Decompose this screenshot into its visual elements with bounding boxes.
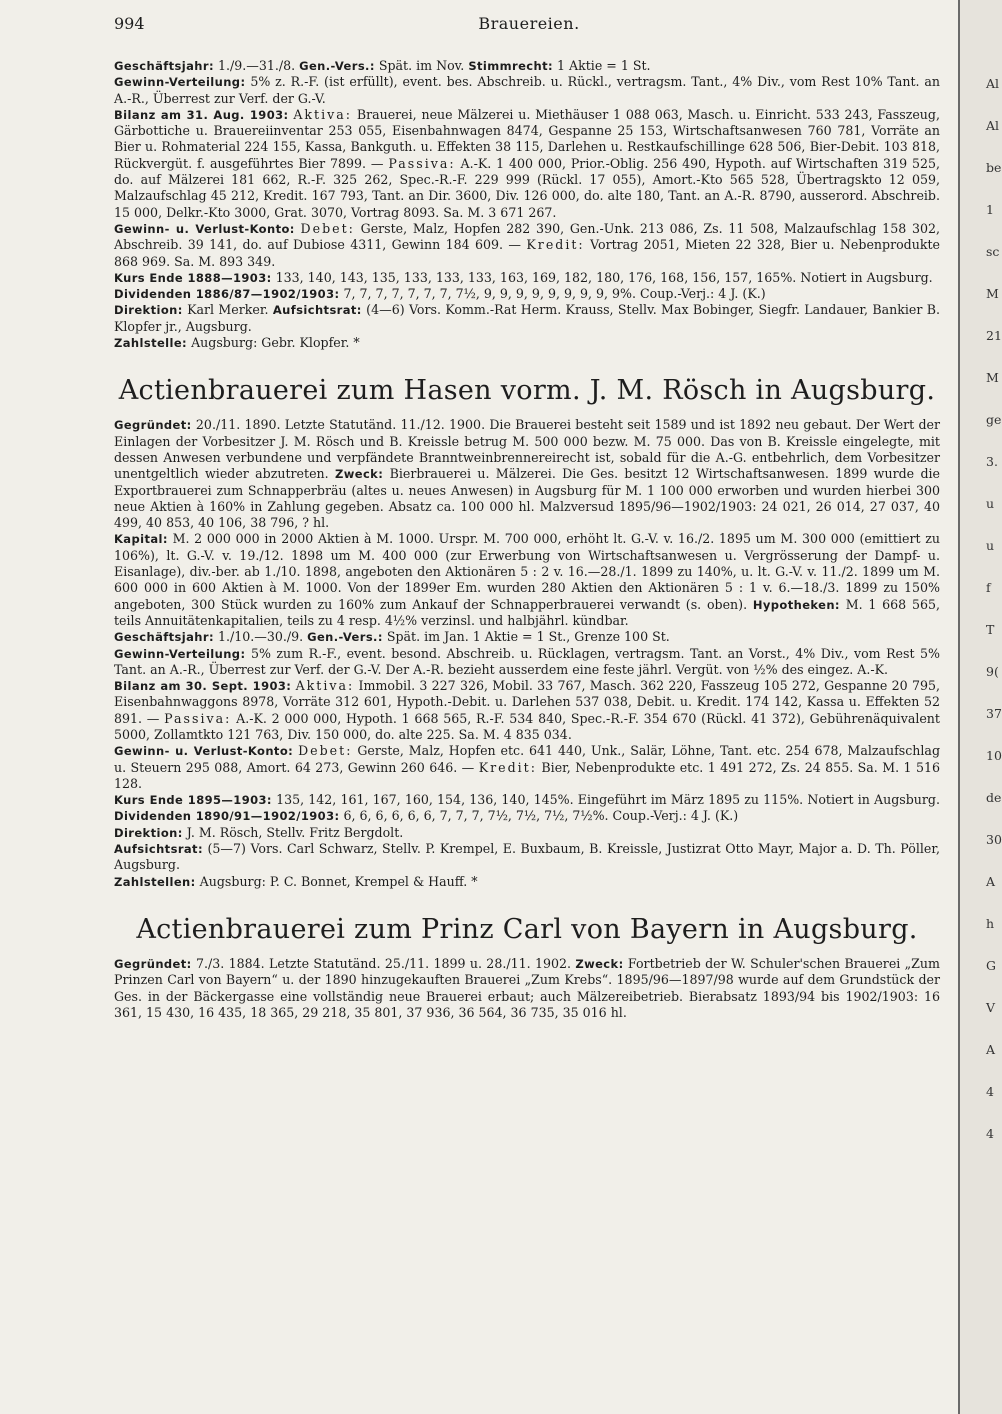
spaced-label: Passiva: xyxy=(388,155,456,171)
field-text: Spät. im Jan. 1 Aktie = 1 St., Grenze 100 St. xyxy=(386,629,670,645)
field-text: 1./10.—30./9. xyxy=(217,629,308,645)
spaced-label: Kredit: xyxy=(526,237,585,253)
field-text: 1 Aktie = 1 St. xyxy=(557,58,651,73)
field-heading: Bilanz am 30. Sept. 1903: xyxy=(114,679,292,694)
field-text: Gerste, Malz, Hopfen etc. 641 440, Unk., Salär, Löhne, Tant. etc. 254 678, Malzaufschlag u. Steuern 295 088, Amort. 64 273, Gewinn 260 646. — xyxy=(114,743,941,775)
field-heading: Zahlstellen: xyxy=(114,874,196,889)
field-heading: Gewinn-Verteilung: xyxy=(114,646,246,661)
adjacent-page-edge xyxy=(958,0,1002,1414)
edge-fragment: A xyxy=(986,874,996,889)
paragraph xyxy=(114,417,940,531)
field-heading: Aufsichtsrat: xyxy=(272,303,362,318)
spaced-label: Aktiva: xyxy=(293,106,353,122)
paragraph xyxy=(114,531,940,629)
field-text: A.-K. 2 000 000, Hypoth. 1 668 565, R.-F. 534 840, Spec.-R.-F. 354 670 (Rückl. 41 372), Gebührenäquivalent 5000, Zollamtkto 121 763, Div. 150 000, do. alte 225. Sa. M. 4 835 034. xyxy=(114,710,940,742)
spaced-label: Debet: xyxy=(300,220,355,236)
spaced-label: Aktiva: xyxy=(295,678,355,694)
edge-fragment: h xyxy=(986,916,995,931)
field-heading: Gen.-Vers.: xyxy=(307,630,383,645)
field-text: Augsburg: P. C. Bonnet, Krempel & Hauff. * xyxy=(199,873,478,889)
field-text: Bierbrauerei u. Mälzerei. Die Ges. besitzt 12 Wirtschaftsanwesen. 1899 wurde die Exportbrauerei zum Schnapperbräu (altes u. neues Anwesen) in Augsburg für M. 1 100 000 erworben und wurden hierbei 300 neue Aktien à 160% in Zahlung gegeben. Absatz ca. 100 000 hl. Malzversud 1895/96—1902/1903: 24 021, 26 014, 27 037, 40 499, 40 853, 40 106, 38 796, ? hl. xyxy=(114,466,940,531)
paragraph xyxy=(114,841,940,874)
edge-fragment: Al xyxy=(986,76,1000,91)
field-text: Bier, Nebenprodukte etc. 1 491 272, Zs. 24 855. Sa. M. 1 516 128. xyxy=(114,759,940,791)
entry-previous-brewery xyxy=(114,58,940,351)
field-text: 6, 6, 6, 6, 6, 6, 7, 7, 7, 7½, 7½, 7½, 7½%. Coup.-Verj.: 4 J. (K.) xyxy=(343,808,739,824)
field-text: (5—7) Vors. Carl Schwarz, Stellv. P. Krempel, E. Buxbaum, B. Kreissle, Justizrat Otto Mayr, Major a. D. Th. Pöller, Augsburg. xyxy=(114,841,940,873)
edge-fragment: sc xyxy=(986,244,1000,259)
paragraph xyxy=(114,286,940,302)
field-heading: Kurs Ende 1888—1903: xyxy=(114,270,272,285)
edge-fragment: 30 xyxy=(986,832,1002,847)
paragraph xyxy=(114,678,940,743)
edge-fragment: 37 xyxy=(986,706,1002,721)
edge-fragment: de xyxy=(986,790,1002,805)
edge-fragment: M xyxy=(986,286,999,301)
field-text: Fortbetrieb der W. Schuler'schen Brauerei „Zum Prinzen Carl von Bayern“ u. der 1890 hinzugekauften Brauerei „Zum Krebs“. 1895/96—1897/98 wurde auf dem Grundstück der Ges. in der Bäckergasse eine vollständig neue Brauerei erbaut; auch Mälzereibetrieb. Bierabsatz 1893/94 bis 1902/1903: 16 361, 15 430, 16 435, 18 365, 29 218, 35 801, 37 936, 36 564, 36 735, 35 016 hl. xyxy=(114,955,940,1020)
paragraph xyxy=(114,956,940,1021)
field-text: Karl Merker. xyxy=(187,302,273,318)
field-text: Brauerei, neue Mälzerei u. Miethäuser 1 088 063, Masch. u. Einricht. 533 243, Fasszeug, Gärbottiche u. Brauereiinventar 253 055, Eisenbahnwagen 8474, Gespanne 25 153, Wirtschaftsanwesen 760 781, Vorräte an Bier u. Rohmaterial 224 155, Kassa, Bankguth. u. Effekten 38 115, Darlehen u. Restkaufschillinge 628 506, Bier-Debit. 103 818, Rückvergüt. f. ausgeführtes Bier 7899. — xyxy=(114,106,940,171)
field-heading: Gewinn- u. Verlust-Konto: xyxy=(114,744,294,759)
field-heading: Kapital: xyxy=(114,532,168,547)
field-text: (4—6) Vors. Komm.-Rat Herm. Krauss, Stellv. Max Bobinger, Siegfr. Landauer, Bankier B. Klopfer jr., Augsburg. xyxy=(114,302,940,334)
edge-fragment: be xyxy=(986,160,1002,175)
edge-fragment: 9( xyxy=(986,664,999,679)
spaced-label: Kredit: xyxy=(478,759,537,775)
edge-fragment: 4 xyxy=(986,1084,994,1099)
edge-fragment: ge xyxy=(986,412,1002,427)
paragraph xyxy=(114,302,940,335)
field-text: J. M. Rösch, Stellv. Fritz Bergdolt. xyxy=(186,824,404,840)
edge-fragment: G xyxy=(986,958,996,973)
running-title: Brauereien. xyxy=(478,14,580,33)
entry-hasen-brewery xyxy=(114,417,940,890)
field-text: 5% zum R.-F., event. besond. Abschreib. u. Rücklagen, vertragsm. Tant. an Vorst., 4% Div., vom Rest 5% Tant. an A.-R., Überrest zur Verf. der G.-V. Der A.-R. bezieht ausserdem eine feste jährl. Vergüt. von ½% des eingez. A.-K. xyxy=(114,645,940,677)
text-column xyxy=(114,58,940,1021)
edge-fragment: 3. xyxy=(986,454,998,469)
field-heading: Direktion: xyxy=(114,303,183,318)
paragraph xyxy=(114,107,940,221)
field-text: A.-K. 1 400 000, Prior.-Oblig. 256 490, Hypoth. auf Wirtschaften 319 525, do. auf Mälzerei 181 662, R.-F. 325 262, Spec.-R.-F. 229 999 (Rückl. 17 055), Amort.-Kto 565 528, Übertragskto 12 059, Malzaufschlag 45 212, Kredit. 167 793, Tant. an Dir. 3600, Div. 126 000, do. alte 180, Tant. an A.-R. 8790, ausserord. Abschreib. 15 000, Delkr.-Kto 3000, Grat. 3070, Vortrag 8093. Sa. M. 3 671 267. xyxy=(114,155,940,220)
paragraph xyxy=(114,221,940,270)
field-heading: Dividenden 1890/91—1902/1903: xyxy=(114,809,340,824)
field-text: 7./3. 1884. Letzte Statutänd. 25./11. 1899 u. 28./11. 1902. xyxy=(196,955,576,971)
field-text: Spät. im Nov. xyxy=(378,58,469,73)
field-heading: Gen.-Vers.: xyxy=(299,59,375,73)
entry-prinz-carl-brewery xyxy=(114,956,940,1021)
field-heading: Geschäftsjahr: xyxy=(114,59,214,73)
field-text: 1./9.—31./8. xyxy=(217,58,300,73)
paragraph xyxy=(114,74,940,107)
field-heading: Dividenden 1886/87—1902/1903: xyxy=(114,287,340,302)
paragraph xyxy=(114,874,940,890)
field-heading: Gegründet: xyxy=(114,956,192,971)
field-text: 20./11. 1890. Letzte Statutänd. 11./12. 1900. Die Brauerei besteht seit 1589 und ist 1892 neu gebaut. Der Wert der Einlagen der Vorbesitzer J. M. Rösch und B. Kreissle betrug M. 500 000 bezw. M. 75 000. Das von B. Kreissle eingelegte, mit dessen Anwesen verbundene und verpfändete Branntweinbrennereirecht ist, sobald für die A.-G. entbehrlich, dem Vorbesitzer unentgeltlich wieder abzutreten. xyxy=(114,417,940,482)
field-heading: Geschäftsjahr: xyxy=(114,630,214,645)
field-heading: Zweck: xyxy=(575,956,624,971)
section-title-hasen: Actienbrauerei zum Hasen vorm. J. M. Rösch in Augsburg. xyxy=(118,375,936,407)
field-heading: Gewinn- u. Verlust-Konto: xyxy=(114,221,295,236)
edge-fragment: Al xyxy=(986,118,1000,133)
field-heading: Aufsichtsrat: xyxy=(114,842,203,857)
edge-fragment: u xyxy=(986,496,995,511)
edge-fragment: M xyxy=(986,370,999,385)
paragraph xyxy=(114,629,940,645)
field-text: Immobil. 3 227 326, Mobil. 33 767, Masch. 362 220, Fasszeug 105 272, Gespanne 20 795, Eisenbahnwaggons 8978, Vorräte 312 601, Hypoth.-Debit. u. Darlehen 537 038, Debit. u. Kredit. 174 142, Kassa u. Effekten 52 891. — xyxy=(114,678,940,726)
field-text: 7, 7, 7, 7, 7, 7, 7, 7½, 9, 9, 9, 9, 9, 9, 9, 9, 9%. Coup.-Verj.: 4 J. (K.) xyxy=(343,286,766,302)
field-text: Gerste, Malz, Hopfen 282 390, Gen.-Unk. 213 086, Zs. 11 508, Malzaufschlag 158 302, Abschreib. 39 141, do. auf Dubiose 4311, Gewinn 184 609. — xyxy=(114,220,940,253)
edge-fragment: 21 xyxy=(986,328,1002,343)
field-text: Vortrag 2051, Mieten 22 328, Bier u. Nebenprodukte 868 969. Sa. M. 893 349. xyxy=(114,237,940,269)
section-title-prinz-carl: Actienbrauerei zum Prinz Carl von Bayern in Augsburg. xyxy=(136,913,918,945)
field-text: M. 2 000 000 in 2000 Aktien à M. 1000. Urspr. M. 700 000, erhöht lt. G.-V. v. 16./2. 1895 um M. 300 000 (emittiert zu 106%), lt. G.-V. v. 19./12. 1898 um M. 400 000 (zur Erwerbung von Wirtschaftsanwesen u. Vergrösserung der Dampf- u. Eisanlage), div.-ber. ab 1./10. 1898, angeboten den Aktionären 5 : 2 v. 16.—28./1. 1899 zu 140%, u. lt. G.-V. v. 11./2. 1899 um M. 600 000 in 600 Aktien à M. 1000. Von der 1899er Em. wurden 280 Aktien den Aktionären 5 : 1 v. 6.—18./3. 1899 zu 150% angeboten, 300 Stück wurden zu 160% zum Ankauf der Schnapperbrauerei verwandt (s. oben). xyxy=(114,531,940,612)
paragraph xyxy=(114,270,940,286)
field-heading: Direktion: xyxy=(114,825,183,840)
paragraph xyxy=(114,335,940,351)
paragraph xyxy=(114,646,940,679)
field-heading: Gegründet: xyxy=(114,418,192,433)
edge-fragment: V xyxy=(986,1000,996,1015)
page-number: 994 xyxy=(114,14,145,33)
paragraph xyxy=(114,792,940,825)
paragraph xyxy=(114,58,940,74)
field-text: 5% z. R.-F. (ist erfüllt), event. bes. Abschreib. u. Rückl., vertragsm. Tant., 4% Div., vom Rest 10% Tant. an A.-R., Überrest zur Verf. der G.-V. xyxy=(114,74,940,106)
spaced-label: Passiva: xyxy=(164,710,232,726)
field-heading: Kurs Ende 1895—1903: xyxy=(114,793,272,808)
paragraph xyxy=(114,825,940,841)
edge-fragment: 10 xyxy=(986,748,1002,763)
field-text: M. 1 668 565, teils Annuitätenkapitalien, teils zu 4 resp. 4½% verzinsl. und halbjährl. kündbar. xyxy=(114,596,941,628)
page-header xyxy=(114,14,944,38)
field-heading: Zweck: xyxy=(334,467,384,482)
field-heading: Bilanz am 31. Aug. 1903: xyxy=(114,107,289,122)
field-heading: Hypotheken: xyxy=(752,597,840,612)
field-heading: Gewinn-Verteilung: xyxy=(114,75,246,90)
spaced-label: Debet: xyxy=(298,743,353,759)
edge-fragment: 4 xyxy=(986,1126,994,1141)
field-text: 133, 140, 143, 135, 133, 133, 133, 163, 169, 182, 180, 176, 168, 156, 157, 165%. Notiert in Augsburg. xyxy=(275,269,933,285)
edge-fragment: A xyxy=(986,1042,996,1057)
edge-fragment: T xyxy=(986,622,995,637)
field-text: 135, 142, 161, 167, 160, 154, 136, 140, 145%. Eingeführt im März 1895 zu 115%. Notiert in Augsburg. xyxy=(276,792,940,808)
edge-fragment: f xyxy=(986,580,991,595)
field-heading: Zahlstelle: xyxy=(114,336,188,351)
edge-fragment: 1 xyxy=(986,202,994,217)
edge-fragment: u xyxy=(986,538,995,553)
paragraph xyxy=(114,743,940,792)
field-heading: Stimmrecht: xyxy=(468,59,553,73)
field-text: Augsburg: Gebr. Klopfer. * xyxy=(191,335,360,351)
